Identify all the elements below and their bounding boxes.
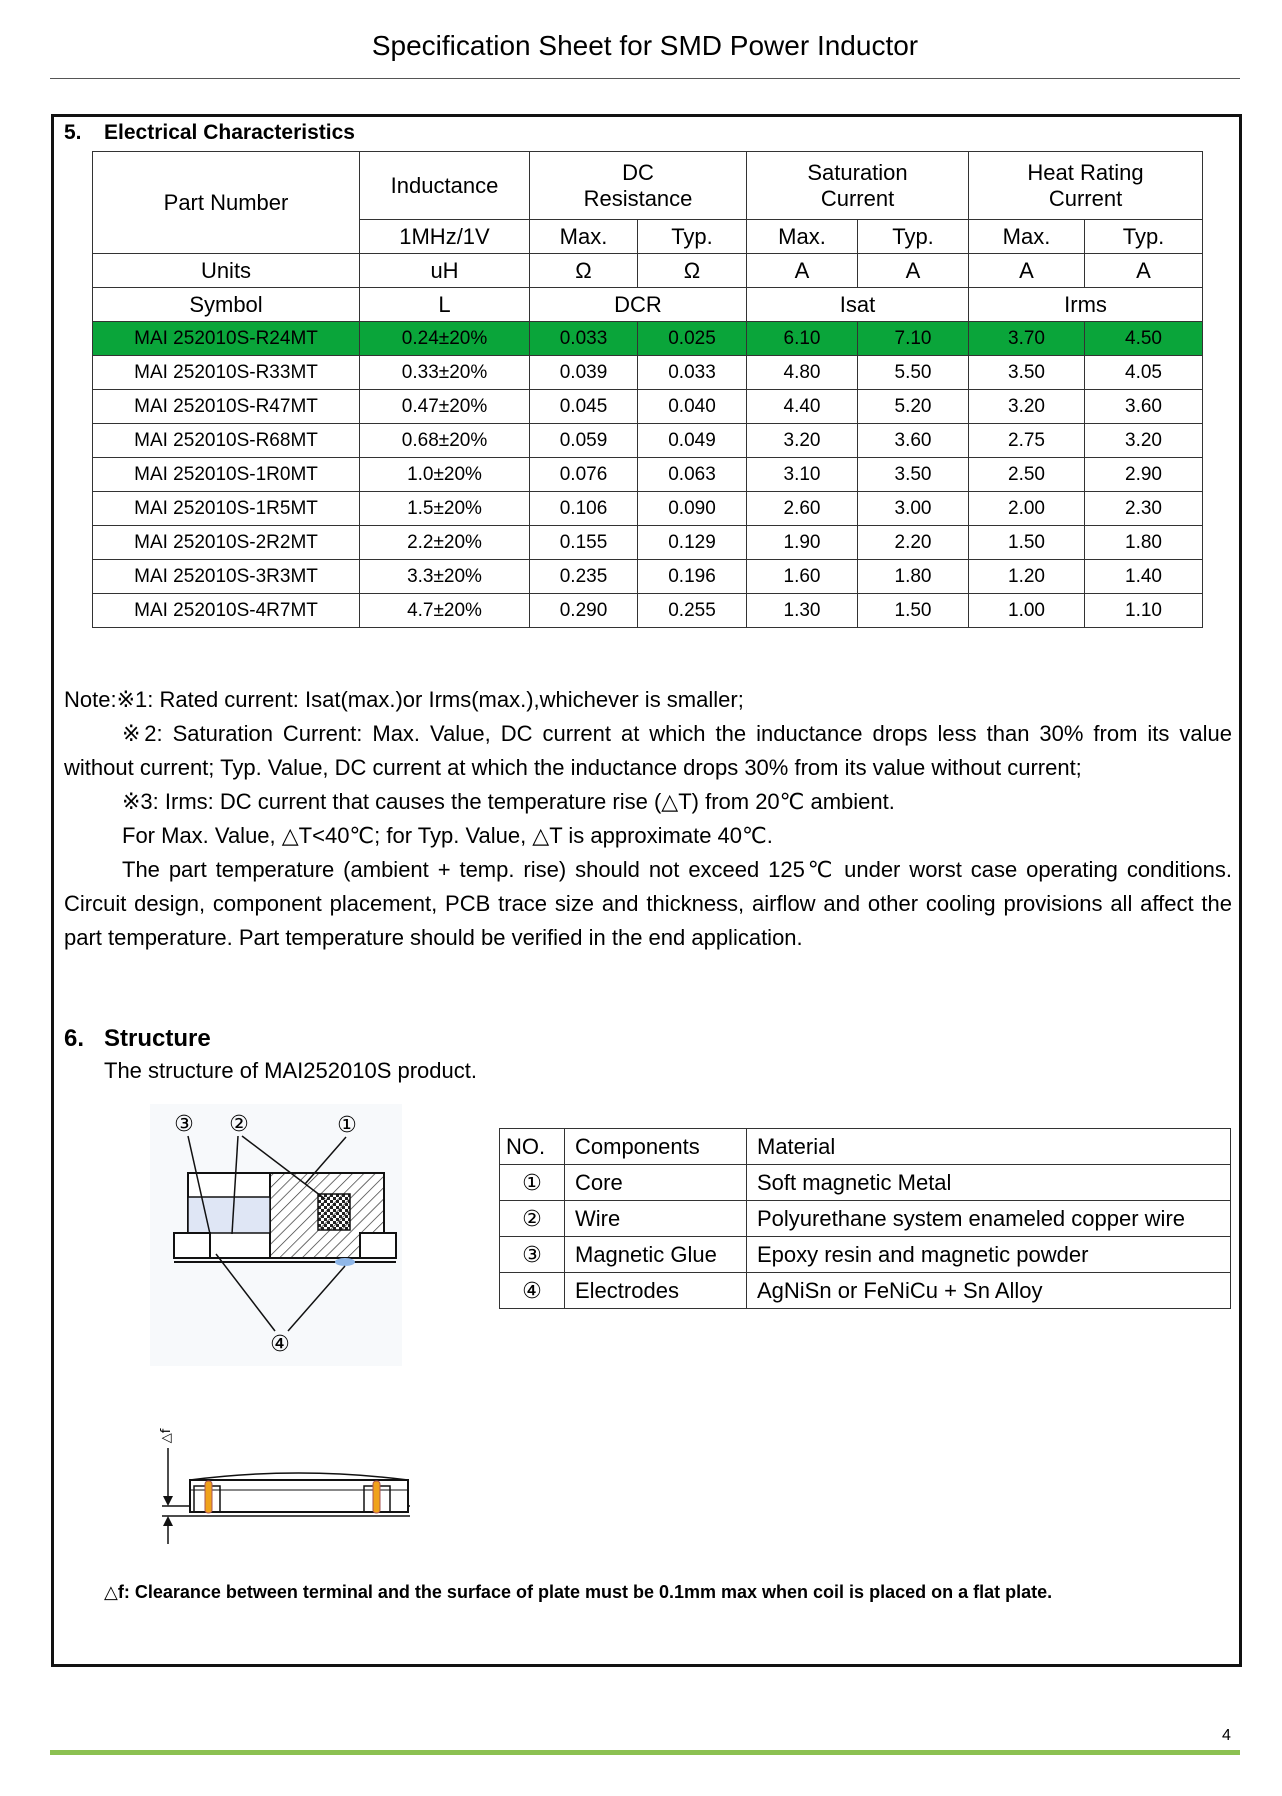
irms-max-cell: 1.50 (969, 526, 1085, 560)
dcr-typ-cell: 0.196 (638, 560, 747, 594)
section-title: Structure (104, 1025, 211, 1052)
inductance-cell: 0.47±20% (360, 390, 530, 424)
section-number: 6. (64, 1025, 85, 1052)
table-row (93, 560, 1203, 594)
irms-max-cell: 2.50 (969, 458, 1085, 492)
isat-max-cell: 4.80 (747, 356, 858, 390)
header-test-frequency: 1MHz/1V (360, 220, 530, 254)
symbol-label: Symbol (93, 288, 360, 322)
inductance-cell: 4.7±20% (360, 594, 530, 628)
irms-typ-cell: 1.40 (1085, 560, 1203, 594)
isat-max-cell: 6.10 (747, 322, 858, 356)
unit-inductance: uH (360, 254, 530, 288)
part-number-cell: MAI 252010S-3R3MT (93, 560, 360, 594)
unit-amp: A (969, 254, 1085, 288)
component-number-cell: ① (500, 1165, 565, 1201)
inductance-cell: 3.3±20% (360, 560, 530, 594)
table-row (500, 1273, 1231, 1309)
symbol-irms: Irms (969, 288, 1203, 322)
irms-typ-cell: 3.20 (1085, 424, 1203, 458)
isat-typ-cell: 5.20 (858, 390, 969, 424)
isat-max-cell: 3.10 (747, 458, 858, 492)
irms-typ-cell: 2.30 (1085, 492, 1203, 526)
component-number-cell: ③ (500, 1237, 565, 1273)
header-max: Max. (530, 220, 638, 254)
irms-typ-cell: 4.50 (1085, 322, 1203, 356)
delta-f-label: △f (159, 1428, 174, 1444)
component-material-cell: Soft magnetic Metal (747, 1165, 1231, 1201)
unit-ohm: Ω (638, 254, 747, 288)
footer-rule (50, 1750, 1240, 1755)
header-max: Max. (747, 220, 858, 254)
table-row (93, 322, 1203, 356)
clearance-footnote: △f: Clearance between terminal and the surface of plate must be 0.1mm max when coil is placed on a flat plate. (104, 1582, 1053, 1602)
clearance-figure (148, 1418, 418, 1546)
label-three: ③ (174, 1112, 194, 1137)
table-row (93, 526, 1203, 560)
component-name-cell: Core (565, 1165, 747, 1201)
part-number-cell: MAI 252010S-R68MT (93, 424, 360, 458)
page-number: 4 (1222, 1727, 1231, 1744)
component-material-cell: Epoxy resin and magnetic powder (747, 1237, 1231, 1273)
component-name-cell: Magnetic Glue (565, 1237, 747, 1273)
header-typ: Typ. (638, 220, 747, 254)
header-heat-rating-current: Heat Rating Current (969, 152, 1203, 220)
part-number-cell: MAI 252010S-R24MT (93, 322, 360, 356)
irms-max-cell: 2.00 (969, 492, 1085, 526)
header-typ: Typ. (1085, 220, 1203, 254)
structure-intro: The structure of MAI252010S product. (104, 1058, 477, 1083)
part-number-cell: MAI 252010S-4R7MT (93, 594, 360, 628)
dcr-typ-cell: 0.033 (638, 356, 747, 390)
table-row (93, 594, 1203, 628)
units-label: Units (93, 254, 360, 288)
isat-typ-cell: 2.20 (858, 526, 969, 560)
component-number-cell: ④ (500, 1273, 565, 1309)
part-number-cell: MAI 252010S-R33MT (93, 356, 360, 390)
dcr-typ-cell: 0.025 (638, 322, 747, 356)
irms-max-cell: 3.20 (969, 390, 1085, 424)
irms-max-cell: 2.75 (969, 424, 1085, 458)
dcr-max-cell: 0.155 (530, 526, 638, 560)
isat-max-cell: 1.30 (747, 594, 858, 628)
table-row (500, 1237, 1231, 1273)
symbol-dcr: DCR (530, 288, 747, 322)
isat-typ-cell: 3.00 (858, 492, 969, 526)
irms-typ-cell: 3.60 (1085, 390, 1203, 424)
electrical-characteristics-table (92, 151, 1203, 628)
irms-max-cell: 1.00 (969, 594, 1085, 628)
component-number-cell: ② (500, 1201, 565, 1237)
table-row (93, 390, 1203, 424)
part-number-cell: MAI 252010S-1R0MT (93, 458, 360, 492)
component-name-cell: Wire (565, 1201, 747, 1237)
irms-typ-cell: 4.05 (1085, 356, 1203, 390)
title-divider (50, 78, 1240, 79)
comp-header-material: Material (747, 1129, 1231, 1165)
unit-ohm: Ω (530, 254, 638, 288)
dcr-typ-cell: 0.049 (638, 424, 747, 458)
isat-max-cell: 1.90 (747, 526, 858, 560)
comp-header-no: NO. (500, 1129, 565, 1165)
label-four: ④ (270, 1332, 290, 1357)
section-number: 5. (64, 121, 82, 144)
unit-amp: A (747, 254, 858, 288)
inductance-cell: 2.2±20% (360, 526, 530, 560)
note-4: For Max. Value, △T<40℃; for Typ. Value, △T is approximate 40℃. (122, 823, 773, 848)
inductance-cell: 0.24±20% (360, 322, 530, 356)
table-row (93, 492, 1203, 526)
part-number-cell: MAI 252010S-1R5MT (93, 492, 360, 526)
header-dc-resistance: DC Resistance (530, 152, 747, 220)
isat-max-cell: 2.60 (747, 492, 858, 526)
dcr-typ-cell: 0.129 (638, 526, 747, 560)
header-typ: Typ. (858, 220, 969, 254)
header-part-number: Part Number (93, 152, 360, 254)
dcr-typ-cell: 0.040 (638, 390, 747, 424)
unit-amp: A (858, 254, 969, 288)
isat-max-cell: 3.20 (747, 424, 858, 458)
note-5: The part temperature (ambient + temp. rise) should not exceed 125℃ under worst case operating conditions. Circuit design, component placement, PCB trace size and thickness, airflow and other cooling provisions all affect the part temperature. Part temperature should be verified in the end application. (64, 857, 1232, 950)
irms-max-cell: 3.70 (969, 322, 1085, 356)
section-5-heading (64, 121, 355, 145)
table-row (93, 424, 1203, 458)
isat-max-cell: 4.40 (747, 390, 858, 424)
dcr-typ-cell: 0.063 (638, 458, 747, 492)
table-row (93, 458, 1203, 492)
dcr-max-cell: 0.033 (530, 322, 638, 356)
label-two: ② (229, 1112, 249, 1137)
section-6-heading (64, 1025, 211, 1053)
irms-typ-cell: 2.90 (1085, 458, 1203, 492)
note-2: ※2: Saturation Current: Max. Value, DC current at which the inductance drops less than 30% from its value without current; Typ. Value, DC current at which the inductance drops 30% from its value without current; (64, 721, 1232, 780)
dcr-typ-cell: 0.090 (638, 492, 747, 526)
component-name-cell: Electrodes (565, 1273, 747, 1309)
isat-typ-cell: 3.60 (858, 424, 969, 458)
structure-cross-section-figure (150, 1104, 402, 1366)
isat-typ-cell: 3.50 (858, 458, 969, 492)
irms-typ-cell: 1.80 (1085, 526, 1203, 560)
dcr-max-cell: 0.235 (530, 560, 638, 594)
irms-max-cell: 1.20 (969, 560, 1085, 594)
note-3: ※3: Irms: DC current that causes the temperature rise (△T) from 20℃ ambient. (122, 789, 895, 814)
table-row (500, 1201, 1231, 1237)
table-row (93, 356, 1203, 390)
page-title: Specification Sheet for SMD Power Inductor (371, 30, 919, 61)
header-inductance: Inductance (360, 152, 530, 220)
dcr-max-cell: 0.076 (530, 458, 638, 492)
section-title: Electrical Characteristics (104, 121, 355, 144)
isat-typ-cell: 1.80 (858, 560, 969, 594)
part-number-cell: MAI 252010S-2R2MT (93, 526, 360, 560)
comp-header-components: Components (565, 1129, 747, 1165)
components-table (499, 1128, 1231, 1309)
unit-amp: A (1085, 254, 1203, 288)
dcr-max-cell: 0.045 (530, 390, 638, 424)
dcr-max-cell: 0.059 (530, 424, 638, 458)
note-1: Note:※1: Rated current: Isat(max.)or Irms(max.),whichever is smaller; (64, 687, 744, 712)
irms-typ-cell: 1.10 (1085, 594, 1203, 628)
dcr-max-cell: 0.039 (530, 356, 638, 390)
component-material-cell: Polyurethane system enameled copper wire (747, 1201, 1231, 1237)
dcr-typ-cell: 0.255 (638, 594, 747, 628)
symbol-isat: Isat (747, 288, 969, 322)
header-max: Max. (969, 220, 1085, 254)
notes-block (64, 683, 1232, 955)
isat-typ-cell: 7.10 (858, 322, 969, 356)
dcr-max-cell: 0.106 (530, 492, 638, 526)
table-row (500, 1165, 1231, 1201)
header-saturation-current: Saturation Current (747, 152, 969, 220)
symbol-inductance: L (360, 288, 530, 322)
inductance-cell: 0.33±20% (360, 356, 530, 390)
isat-typ-cell: 1.50 (858, 594, 969, 628)
inductance-cell: 1.5±20% (360, 492, 530, 526)
component-material-cell: AgNiSn or FeNiCu + Sn Alloy (747, 1273, 1231, 1309)
isat-max-cell: 1.60 (747, 560, 858, 594)
inductance-cell: 1.0±20% (360, 458, 530, 492)
part-number-cell: MAI 252010S-R47MT (93, 390, 360, 424)
isat-typ-cell: 5.50 (858, 356, 969, 390)
irms-max-cell: 3.50 (969, 356, 1085, 390)
inductance-cell: 0.68±20% (360, 424, 530, 458)
label-one: ① (337, 1113, 357, 1138)
dcr-max-cell: 0.290 (530, 594, 638, 628)
